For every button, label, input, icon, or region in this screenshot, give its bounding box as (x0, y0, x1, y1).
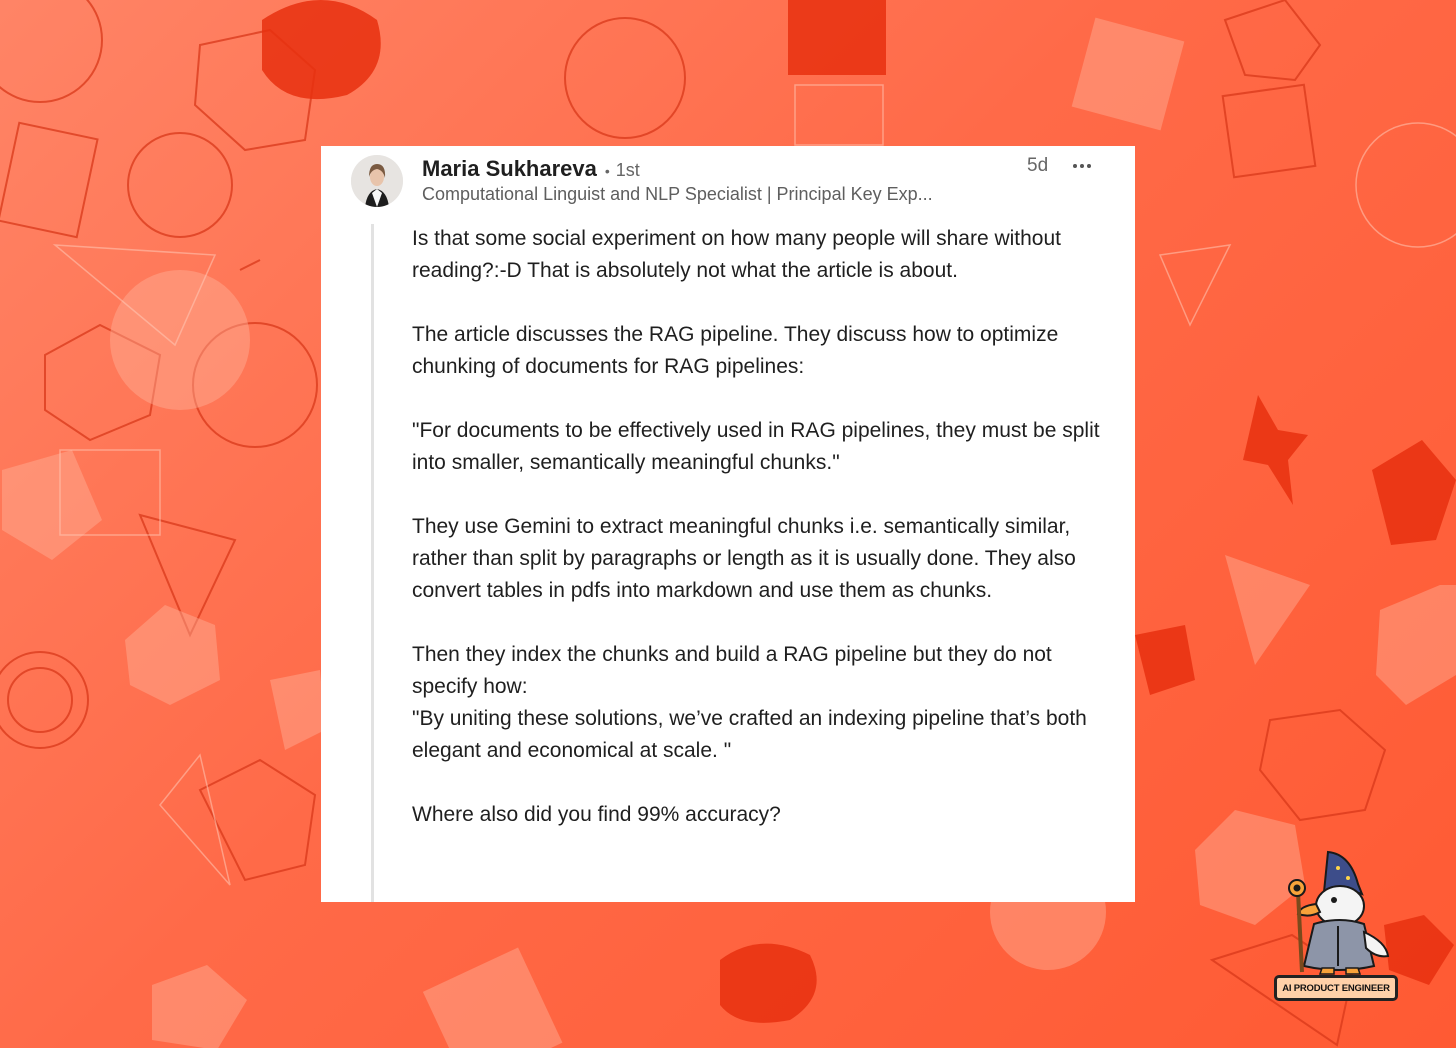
author-name[interactable]: Maria Sukhareva (422, 156, 597, 181)
thread-line (371, 224, 374, 902)
more-options-button[interactable] (1069, 151, 1095, 181)
comment-paragraph: Where also did you find 99% accuracy? (412, 803, 781, 826)
comment-text (412, 223, 1112, 831)
author-avatar[interactable] (351, 155, 403, 207)
author-name-line (422, 156, 640, 182)
connection-degree: 1st (615, 160, 640, 180)
badge-label: AI PRODUCT ENGINEER (1274, 975, 1398, 1001)
comment-paragraph: They use Gemini to extract meaningful chunks i.e. semantically similar, rather than split by paragraphs or length as it is usually done. They also convert tables in pdfs into markdown and use them as chunks. (412, 515, 1076, 602)
ellipsis-horizontal-icon (1073, 164, 1077, 168)
comment-timestamp: 5d (1027, 155, 1049, 176)
duck-wizard-mascot-icon (1272, 848, 1400, 978)
comment-paragraph: Is that some social experiment on how many people will share without reading?:-D That is absolutely not what the article is about. (412, 227, 1061, 282)
ai-product-engineer-badge (1272, 848, 1400, 1008)
ellipsis-dot (1080, 164, 1084, 168)
avatar-portrait-icon (351, 155, 403, 207)
separator-dot: • (604, 163, 610, 179)
comment-paragraph: "For documents to be effectively used in RAG pipelines, they must be split into smaller, semantically meaningful chunks." (412, 419, 1100, 474)
comment-card (321, 146, 1135, 902)
comment-paragraph: The article discusses the RAG pipeline. They discuss how to optimize chunking of documents for RAG pipelines: (412, 323, 1059, 378)
comment-paragraph: Then they index the chunks and build a RAG pipeline but they do not specify how: "By uniting these solutions, we’ve crafted an indexing pipeline that’s both elegant and economical at scale. " (412, 643, 1087, 762)
author-headline: Computational Linguist and NLP Specialist | Principal Key Exp... (422, 184, 933, 204)
ellipsis-dot (1087, 164, 1091, 168)
